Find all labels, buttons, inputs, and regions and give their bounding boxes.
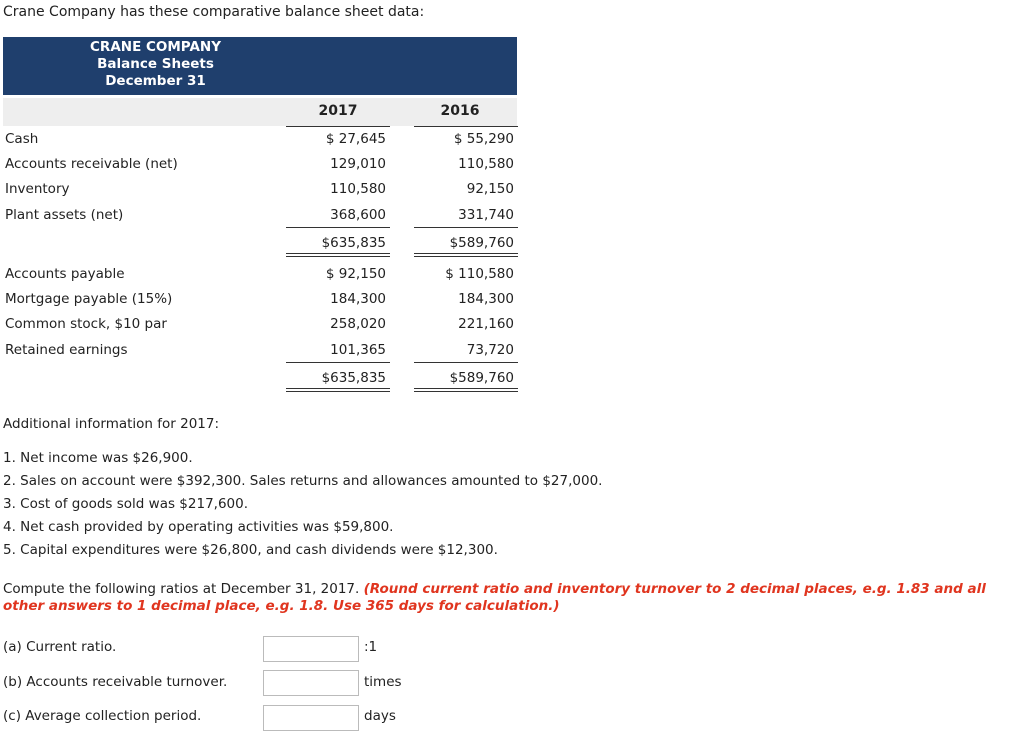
inventory-2016: 92,150 <box>466 181 514 197</box>
liabilities-total-double-rule-2016-b <box>414 391 518 392</box>
intro-text: Crane Company has these comparative balance sheet data: <box>3 4 425 20</box>
cash-2016: $ 55,290 <box>453 131 514 147</box>
common-stock-2016: 221,160 <box>458 316 514 332</box>
additional-info-list <box>3 450 602 565</box>
row-label-mortgage-payable: Mortgage payable (15%) <box>5 291 173 307</box>
ar-turnover-input[interactable] <box>263 670 359 696</box>
liabilities-total-double-rule-2017-a <box>286 388 390 389</box>
plant-assets-2017: 368,600 <box>330 207 386 223</box>
row-label-common-stock: Common stock, $10 par <box>5 316 167 332</box>
row-label-cash: Cash <box>5 131 39 147</box>
total-assets-2017: $635,835 <box>321 235 386 251</box>
mortgage-payable-2016: 184,300 <box>458 291 514 307</box>
total-assets-2016: $589,760 <box>449 235 514 251</box>
balance-sheet-header <box>3 37 517 95</box>
assets-total-double-rule-2016-b <box>414 256 518 257</box>
statement-date: December 31 <box>105 73 206 89</box>
avg-collection-period-unit: days <box>364 708 396 724</box>
current-ratio-input[interactable] <box>263 636 359 662</box>
question-label-ar-turnover: (b) Accounts receivable turnover. <box>3 674 228 690</box>
row-label-retained-earnings: Retained earnings <box>5 342 128 358</box>
retained-earnings-2016: 73,720 <box>466 342 514 358</box>
year-2017-header: 2017 <box>318 103 358 119</box>
list-item: 5. Capital expenditures were $26,800, and cash dividends were $12,300. <box>3 542 498 558</box>
instructions-text: Compute the following ratios at December 31, 2017. <box>3 581 364 597</box>
assets-subtotal-rule-2017 <box>286 227 390 228</box>
accounts-receivable-2016: 110,580 <box>458 156 514 172</box>
question-label-avg-collection-period: (c) Average collection period. <box>3 708 202 724</box>
list-item: 2. Sales on account were $392,300. Sales returns and allowances amounted to $27,000. <box>3 473 603 489</box>
rounding-note: (Round current ratio and inventory turnover to 2 decimal places, e.g. 1.83 and all other answers to 1 decimal place, e.g. 1.8. Use 365 days for calculation.) <box>3 581 986 614</box>
inventory-2017: 110,580 <box>330 181 386 197</box>
year-2016-header: 2016 <box>440 103 480 119</box>
plant-assets-2016: 331,740 <box>458 207 514 223</box>
assets-total-double-rule-2016-a <box>414 253 518 254</box>
year-header-row <box>3 98 517 126</box>
list-item: 4. Net cash provided by operating activities was $59,800. <box>3 519 394 535</box>
list-item: 1. Net income was $26,900. <box>3 450 193 466</box>
assets-total-double-rule-2017-b <box>286 256 390 257</box>
statement-title: Balance Sheets <box>97 56 214 72</box>
retained-earnings-2017: 101,365 <box>330 342 386 358</box>
row-label-accounts-payable: Accounts payable <box>5 266 125 282</box>
cash-2017: $ 27,645 <box>325 131 386 147</box>
total-liabilities-equity-2016: $589,760 <box>449 370 514 386</box>
accounts-payable-2017: $ 92,150 <box>325 266 386 282</box>
instructions <box>3 581 1013 615</box>
header-rule-2017 <box>286 126 390 127</box>
row-label-accounts-receivable: Accounts receivable (net) <box>5 156 178 172</box>
list-item: 3. Cost of goods sold was $217,600. <box>3 496 249 512</box>
liabilities-total-double-rule-2017-b <box>286 391 390 392</box>
accounts-receivable-2017: 129,010 <box>330 156 386 172</box>
avg-collection-period-input[interactable] <box>263 705 359 731</box>
liabilities-subtotal-rule-2017 <box>286 362 390 363</box>
additional-info-title: Additional information for 2017: <box>3 416 220 432</box>
question-label-current-ratio: (a) Current ratio. <box>3 639 117 655</box>
current-ratio-unit: :1 <box>364 639 378 655</box>
accounts-payable-2016: $ 110,580 <box>445 266 514 282</box>
total-liabilities-equity-2017: $635,835 <box>321 370 386 386</box>
assets-total-double-rule-2017-a <box>286 253 390 254</box>
liabilities-total-double-rule-2016-a <box>414 388 518 389</box>
header-rule-2016 <box>414 126 518 127</box>
liabilities-subtotal-rule-2016 <box>414 362 518 363</box>
company-name: CRANE COMPANY <box>90 39 221 55</box>
assets-subtotal-rule-2016 <box>414 227 518 228</box>
row-label-inventory: Inventory <box>5 181 70 197</box>
common-stock-2017: 258,020 <box>330 316 386 332</box>
ar-turnover-unit: times <box>364 674 402 690</box>
mortgage-payable-2017: 184,300 <box>330 291 386 307</box>
row-label-plant-assets: Plant assets (net) <box>5 207 124 223</box>
